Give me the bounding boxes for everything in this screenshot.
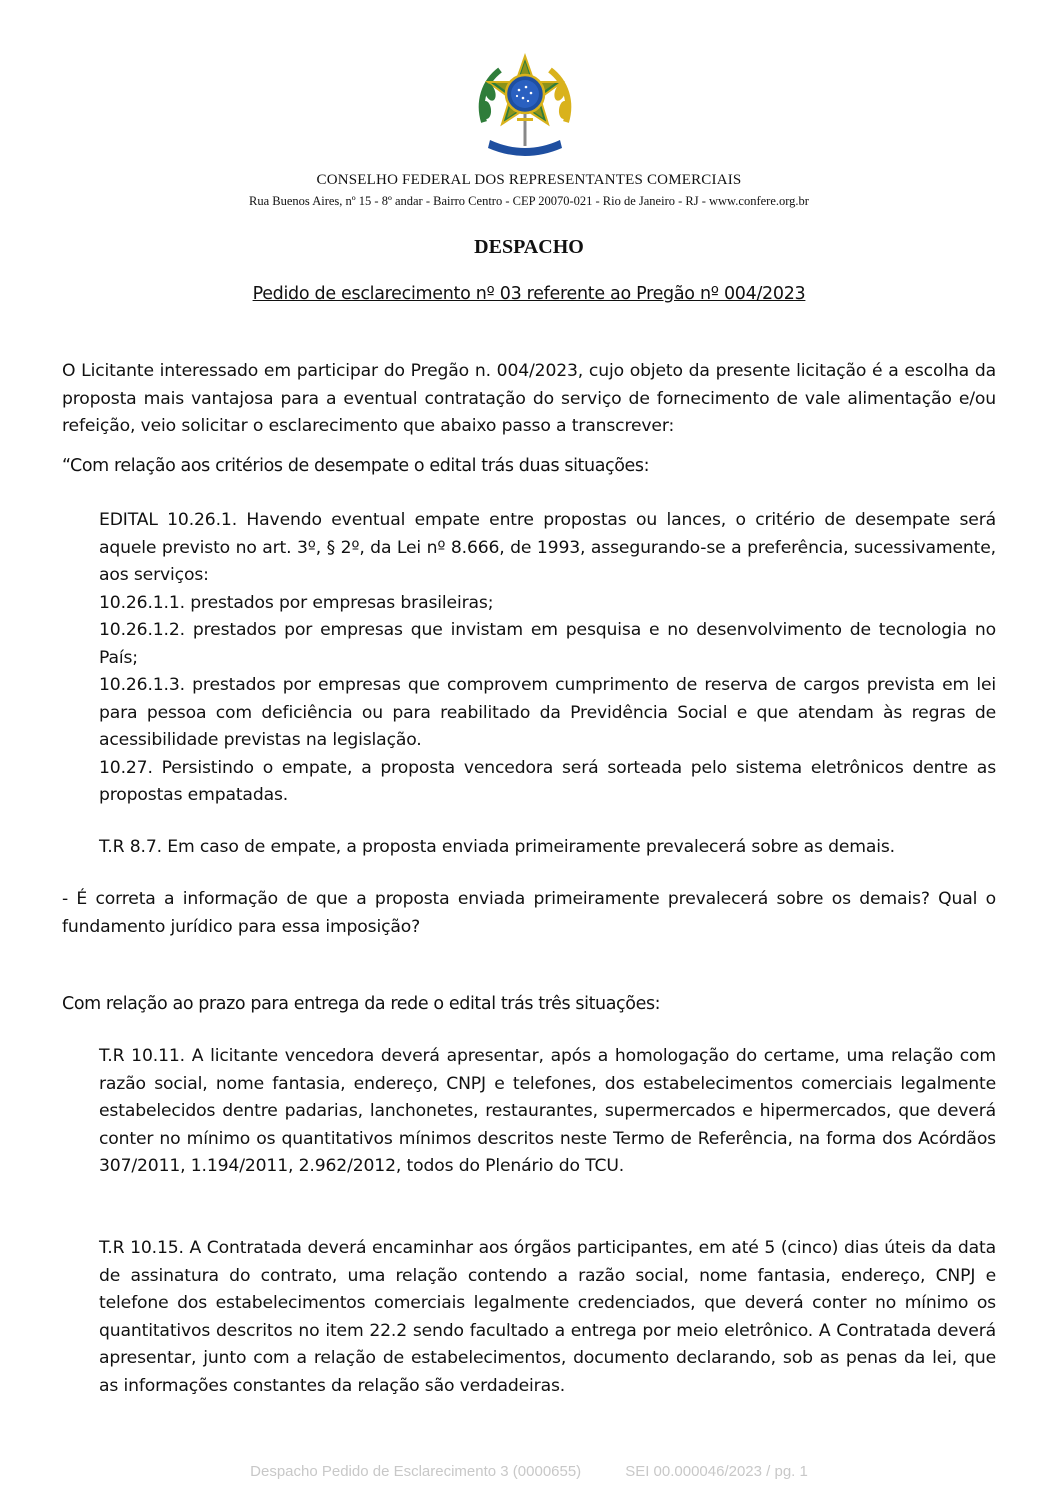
tie-criteria-heading: [62, 453, 996, 481]
intro-paragraph: [62, 358, 996, 441]
edital-item: 10.26.1.2. prestados por empresas que invistam em pesquisa e no desenvolvimento de tecnologia no País;: [99, 620, 996, 668]
tr-10-11-paragraph: [99, 1043, 996, 1181]
coat-of-arms-icon: [470, 52, 580, 164]
deadline-heading: [62, 991, 996, 1019]
question-paragraph: [62, 886, 996, 941]
deadline-heading-text: Com relação ao prazo para entrega da rede o edital trás três situações:: [62, 994, 661, 1014]
tr-8-7-text: T.R 8.7. Em caso de empate, a proposta enviada primeiramente prevalecerá sobre as demais.: [99, 837, 895, 857]
edital-item: EDITAL 10.26.1. Havendo eventual empate entre propostas ou lances, o critério de desempate será aquele previsto no art. 3º, § 2º, da Lei nº 8.666, de 1993, assegurando-se a preferência, sucessivamente, aos serviços:: [99, 510, 996, 585]
footer-sei-reference: SEI 00.000046/2023 / pg. 1: [625, 1463, 808, 1480]
tr-8-7-paragraph: [99, 834, 996, 862]
intro-text: O Licitante interessado em participar do Pregão n. 004/2023, cujo objeto da presente licitação é a escolha da proposta mais vantajosa para a eventual contratação do serviço de fornecimento de vale alimentação e/ou refeição, veio solicitar o esclarecimento que abaixo passo a transcrever:: [62, 361, 996, 436]
organization-name: CONSELHO FEDERAL DOS REPRESENTANTES COMERCIAIS: [316, 172, 742, 188]
edital-item: 10.26.1.1. prestados por empresas brasileiras;: [99, 592, 494, 613]
tr-10-11-text: T.R 10.11. A licitante vencedora deverá apresentar, após a homologação do certame, uma relação com razão social, nome fantasia, endereço, CNPJ e telefones, dos estabelecimentos comerciais legalmente estabelecidos dentre padarias, lanchonetes, restaurantes, supermercados e hipermercados, que deverá conter no mínimo os quantitativos mínimos descritos neste Termo de Referência, na forma dos Acórdãos 307/2011, 1.194/2011, 2.962/2012, todos do Plenário do TCU.: [99, 1046, 996, 1176]
question-text: - É correta a informação de que a proposta enviada primeiramente prevalecerá sobre os demais? Qual o fundamento jurídico para essa imposição?: [62, 889, 996, 937]
tr-10-15-text: T.R 10.15. A Contratada deverá encaminhar aos órgãos participantes, em até 5 (cinco) dias úteis da data de assinatura do contrato, uma relação contendo a razão social, nome fantasia, endereço, CNPJ e telefone dos estabelecimentos comerciais legalmente credenciados, que deverá conter no mínimo os quantitativos descritos no item 22.2 sendo facultado a entrega por meio eletrônico. A Contratada deverá apresentar, junto com a relação de estabelecimentos, documento declarando, sob as penas da lei, que as informações constantes da relação são verdadeiras.: [99, 1238, 996, 1396]
document-title: DESPACHO: [474, 236, 584, 258]
edital-item: 10.26.1.3. prestados por empresas que comprovem cumprimento de reserva de cargos prevista em lei para pessoa com deficiência ou para reabilitado da Previdência Social e que atendam às regras de acessibilidade previstas na legislação.: [99, 675, 996, 750]
edital-item: 10.27. Persistindo o empate, a proposta vencedora será sorteada pelo sistema eletrônicos dentre as propostas empatadas.: [99, 757, 996, 805]
tr-10-15-paragraph: [99, 1235, 996, 1400]
page-footer: [0, 1463, 1058, 1480]
tie-criteria-heading-text: “Com relação aos critérios de desempate o edital trás duas situações:: [62, 456, 650, 476]
document-subtitle: Pedido de esclarecimento nº 03 referente ao Pregão nº 004/2023: [252, 284, 806, 304]
edital-block: [99, 507, 996, 810]
footer-doc-reference: Despacho Pedido de Esclarecimento 3 (0000655): [250, 1463, 582, 1480]
organization-address: Rua Buenos Aires, nº 15 - 8º andar - Bairro Centro - CEP 20070-021 - Rio de Janeiro - RJ - www.confere.org.br: [249, 194, 809, 208]
